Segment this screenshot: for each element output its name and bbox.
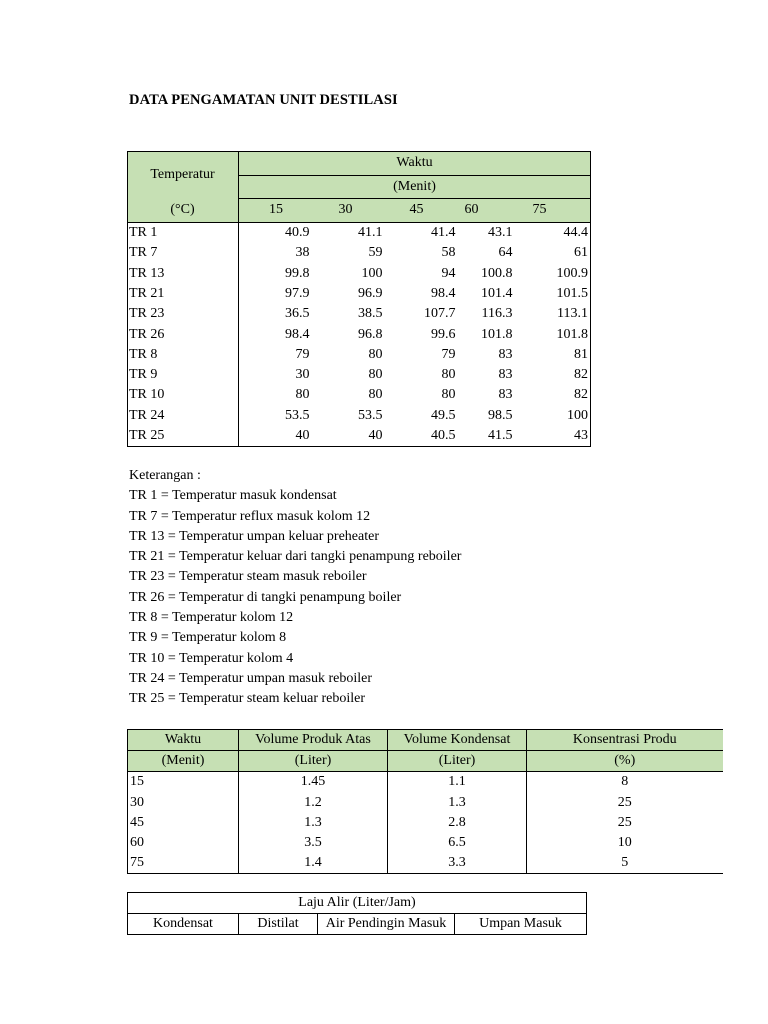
row-label: TR 8 — [128, 345, 239, 365]
row-label: TR 24 — [128, 406, 239, 426]
cell-value: 80 — [441, 367, 456, 383]
table-row — [128, 833, 723, 853]
table-row — [128, 365, 591, 385]
cell-value: 80 — [368, 346, 383, 362]
cell-value: 41.1 — [358, 225, 383, 241]
cell-value: 81 — [574, 346, 588, 362]
header-waktu-2: Waktu — [128, 730, 239, 751]
note-item: TR 13 = Temperatur umpan keluar preheater — [129, 528, 380, 544]
col-umpan-masuk: Umpan Masuk — [479, 916, 562, 931]
row-label: TR 26 — [128, 325, 239, 345]
cell-value: 82 — [574, 367, 588, 383]
cell-value: 53.5 — [285, 407, 310, 423]
cell-value: 99.6 — [431, 326, 456, 342]
cell-value: 61 — [574, 245, 588, 261]
cell-value: 36.5 — [285, 306, 310, 322]
cell-value: 8 — [527, 772, 723, 793]
cell-value: 25 — [527, 813, 723, 833]
cell-value: 100 — [361, 265, 383, 281]
cell-value: 59 — [368, 245, 383, 261]
col-kondensat: Kondensat — [128, 914, 239, 935]
cell-value: 44.4 — [563, 225, 588, 241]
note-item: TR 8 = Temperatur kolom 12 — [129, 610, 294, 626]
cell-value: 15 — [128, 772, 239, 793]
table-row — [128, 772, 723, 793]
cell-value: 30 — [128, 793, 239, 813]
table-row — [128, 813, 723, 833]
cell-value: 3.5 — [239, 833, 388, 853]
cell-value: 116.3 — [481, 306, 513, 322]
cell-value: 80 — [368, 387, 383, 403]
product-volume-table — [127, 729, 723, 874]
cell-value: 101.8 — [481, 326, 513, 342]
cell-value: 60 — [128, 833, 239, 853]
table-row — [128, 264, 591, 284]
cell-value: 1.2 — [239, 793, 388, 813]
header-time-15: 15 — [239, 199, 312, 223]
cell-value: 100.9 — [556, 265, 588, 281]
cell-value: 80 — [295, 387, 310, 403]
cell-value: 83 — [498, 387, 513, 403]
table-row — [128, 853, 723, 874]
row-label: TR 13 — [128, 264, 239, 284]
header-waktu: Waktu — [239, 152, 591, 176]
note-item: TR 7 = Temperatur reflux masuk kolom 12 — [129, 508, 371, 524]
cell-value: 5 — [527, 853, 723, 874]
header-time-60: 60 — [458, 199, 515, 223]
cell-value: 83 — [498, 346, 513, 362]
notes-block — [129, 466, 461, 710]
cell-value: 10 — [527, 833, 723, 853]
note-item: TR 24 = Temperatur umpan masuk reboiler — [129, 670, 373, 686]
unit-percent: (%) — [527, 751, 723, 772]
cell-value: 2.8 — [388, 813, 527, 833]
row-label: TR 1 — [128, 223, 239, 244]
cell-value: 41.5 — [488, 428, 513, 444]
header-volume-produk-atas: Volume Produk Atas — [239, 730, 388, 751]
cell-value: 101.5 — [556, 286, 588, 301]
note-item: TR 21 = Temperatur keluar dari tangki penampung reboiler — [129, 549, 462, 565]
table-row — [128, 426, 591, 447]
cell-value: 38 — [295, 245, 310, 261]
flow-rate-table — [127, 892, 587, 935]
cell-value: 80 — [441, 387, 456, 403]
cell-value: 82 — [574, 387, 588, 403]
row-label: TR 21 — [128, 284, 239, 304]
table-row — [128, 243, 591, 263]
cell-value: 101.4 — [481, 286, 513, 301]
col-distilat: Distilat — [239, 914, 318, 935]
row-label: TR 7 — [128, 243, 239, 263]
cell-value: 3.3 — [388, 853, 527, 874]
cell-value: 40.9 — [285, 225, 310, 241]
temperature-table — [127, 151, 591, 447]
cell-value: 101.8 — [556, 326, 588, 342]
header-menit: (Menit) — [239, 175, 591, 199]
cell-value: 96.9 — [358, 286, 383, 301]
cell-value: 1.4 — [239, 853, 388, 874]
header-unit-celsius: (°C) — [128, 199, 239, 223]
note-item: TR 25 = Temperatur steam keluar reboiler — [129, 691, 366, 707]
cell-value: 6.5 — [388, 833, 527, 853]
table-row — [128, 284, 591, 304]
cell-value: 58 — [441, 245, 456, 261]
note-item: TR 10 = Temperatur kolom 4 — [129, 650, 294, 666]
page-title: DATA PENGAMATAN UNIT DESTILASI — [129, 92, 398, 108]
col-air-pendingin-masuk: Air Pendingin Masuk — [318, 914, 455, 935]
cell-value: 53.5 — [358, 407, 383, 423]
table-row — [128, 385, 591, 405]
cell-value: 38.5 — [358, 306, 383, 322]
table-row — [128, 325, 591, 345]
header-temperature: Temperatur — [128, 152, 239, 199]
row-label: TR 23 — [128, 304, 239, 324]
cell-value: 75 — [128, 853, 239, 874]
cell-value: 1.3 — [239, 813, 388, 833]
cell-value: 45 — [128, 813, 239, 833]
cell-value: 79 — [441, 346, 456, 362]
unit-liter-2: (Liter) — [388, 751, 527, 772]
cell-value: 80 — [368, 367, 383, 383]
header-volume-kondensat: Volume Kondensat — [388, 730, 527, 751]
cell-value: 79 — [295, 346, 310, 362]
cell-value: 25 — [527, 793, 723, 813]
header-time-30: 30 — [312, 199, 385, 223]
table-row — [128, 223, 591, 244]
notes-heading: Keterangan : — [129, 468, 201, 483]
header-time-45: 45 — [385, 199, 458, 223]
cell-value: 40.5 — [431, 428, 456, 444]
flow-rate-title: Laju Alir (Liter/Jam) — [128, 893, 587, 914]
cell-value: 107.7 — [424, 306, 456, 322]
note-item: TR 26 = Temperatur di tangki penampung boiler — [129, 589, 402, 605]
cell-value: 49.5 — [431, 407, 456, 423]
table-row — [128, 304, 591, 324]
cell-value: 40 — [295, 428, 310, 444]
note-item: TR 9 = Temperatur kolom 8 — [129, 630, 287, 646]
unit-menit: (Menit) — [128, 751, 239, 772]
cell-value: 94 — [441, 265, 456, 281]
cell-value: 30 — [295, 367, 310, 383]
row-label: TR 25 — [128, 426, 239, 447]
row-label: TR 10 — [128, 385, 239, 405]
table-row — [128, 345, 591, 365]
cell-value: 43 — [574, 428, 588, 444]
cell-value: 100 — [567, 407, 588, 423]
cell-value: 64 — [498, 245, 513, 261]
cell-value: 1.3 — [388, 793, 527, 813]
cell-value: 100.8 — [481, 265, 513, 281]
cell-value: 98.5 — [488, 407, 513, 423]
cell-value: 1.45 — [239, 772, 388, 793]
header-time-75: 75 — [515, 199, 591, 223]
table-row — [128, 793, 723, 813]
cell-value: 113.1 — [557, 306, 588, 322]
cell-value: 96.8 — [358, 326, 383, 342]
cell-value: 1.1 — [388, 772, 527, 793]
note-item: TR 1 = Temperatur masuk kondensat — [129, 488, 337, 504]
table-row — [128, 406, 591, 426]
unit-liter-1: (Liter) — [239, 751, 388, 772]
cell-value: 40 — [368, 428, 383, 444]
cell-value: 98.4 — [431, 286, 456, 301]
cell-value: 98.4 — [285, 326, 310, 342]
cell-value: 43.1 — [488, 225, 513, 241]
cell-value: 99.8 — [285, 265, 310, 281]
cell-value: 97.9 — [285, 286, 310, 301]
row-label: TR 9 — [128, 365, 239, 385]
cell-value: 41.4 — [431, 225, 456, 241]
header-konsentrasi-produk: Konsentrasi Produ — [527, 730, 723, 751]
cell-value: 83 — [498, 367, 513, 383]
note-item: TR 23 = Temperatur steam masuk reboiler — [129, 569, 367, 585]
